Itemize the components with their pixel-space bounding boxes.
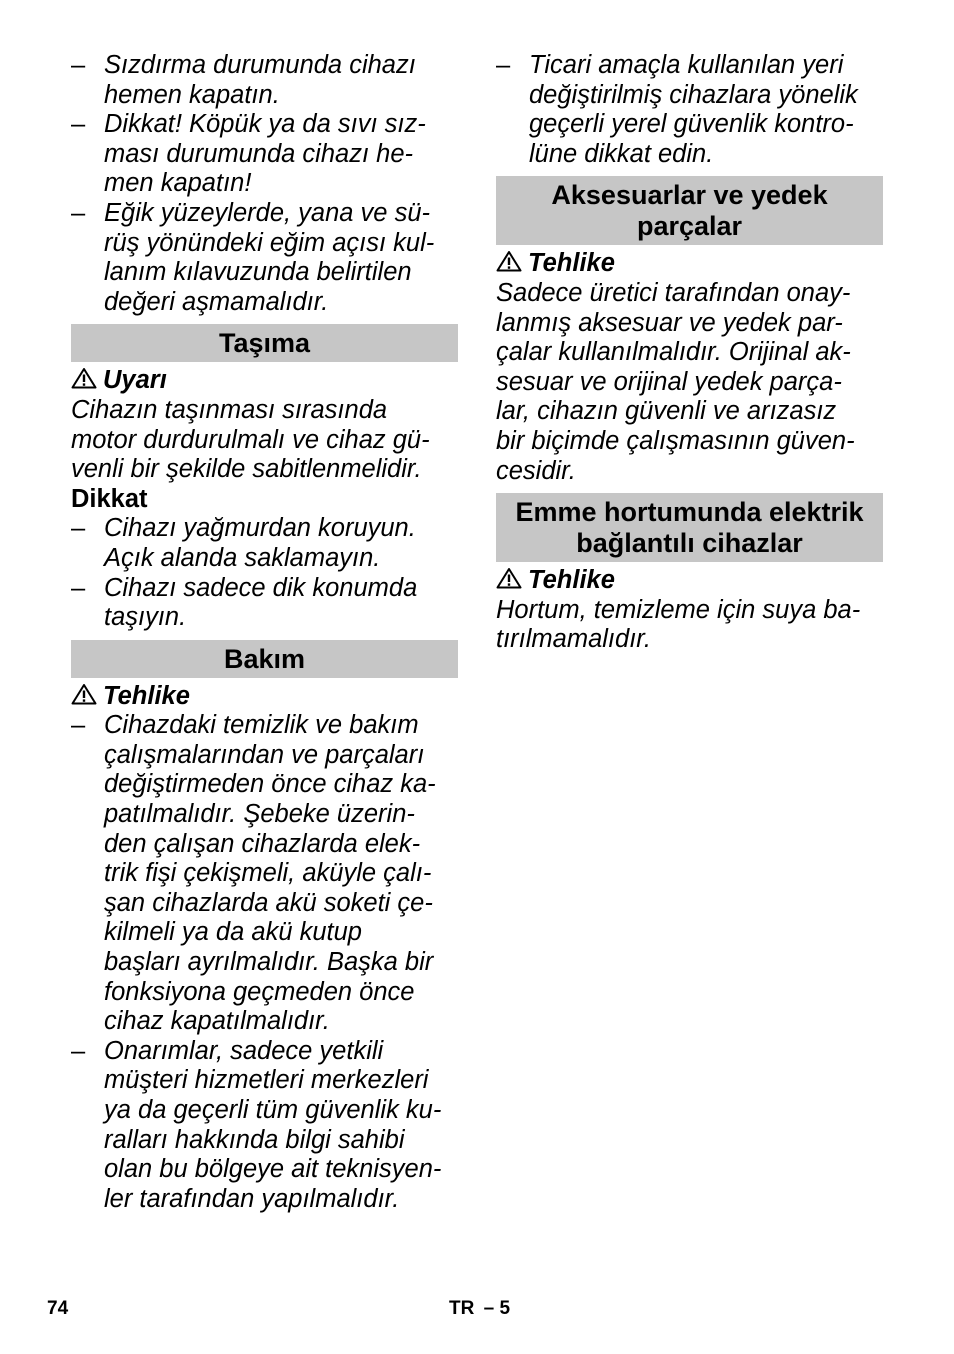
text-line	[71, 1155, 458, 1185]
text-line	[71, 770, 458, 800]
line-text: değiştirmeden önce cihaz ka-	[104, 770, 436, 799]
text-line: Cihazın taşınması sırasında	[71, 395, 388, 424]
text-line	[71, 199, 458, 229]
section-heading-aksesuar	[496, 176, 883, 245]
danger-label-row	[496, 249, 883, 279]
left-column	[71, 51, 458, 1214]
danger-label: Tehlike	[103, 681, 190, 710]
danger-label: Tehlike	[528, 566, 615, 595]
list-dash: –	[71, 1036, 86, 1065]
list-dash: –	[71, 573, 86, 602]
line-text: şan cihazlarda akü soketi çe-	[104, 888, 433, 917]
line-text: hemen kapatın.	[104, 80, 280, 109]
left-intro-list	[71, 51, 458, 317]
list-dash: –	[71, 198, 86, 227]
line-text: Dikkat! Köpük ya da sıvı sız-	[104, 110, 426, 139]
list-dash: –	[71, 514, 86, 543]
warning-triangle-icon	[71, 367, 97, 389]
text-line	[71, 918, 458, 948]
text-line: lanmış aksesuar ve yedek par-	[496, 308, 843, 337]
line-text: taşıyın.	[104, 603, 187, 632]
text-line	[71, 741, 458, 771]
text-line	[71, 140, 458, 170]
line-text: Ticari amaçla kullanılan yeri	[529, 51, 844, 79]
text-line	[71, 81, 458, 111]
text-line	[71, 889, 458, 919]
text-line	[71, 800, 458, 830]
line-text: değeri aşmamalıdır.	[104, 287, 329, 316]
text-line: venli bir şekilde sabitlenmelidir.	[71, 455, 422, 484]
text-line: Hortum, temizleme için suya ba-	[496, 595, 861, 624]
line-text: trik fişi çekişmeli, aküyle çalı-	[104, 859, 432, 888]
list-item	[71, 574, 458, 633]
warning-label: Uyarı	[103, 366, 167, 395]
line-text: Cihazı yağmurdan koruyun.	[104, 514, 416, 543]
line-text: kilmeli ya da akü kutup	[104, 918, 362, 947]
line-text: Sızdırma durumunda cihazı	[104, 51, 416, 79]
text-line	[496, 51, 883, 81]
section-page: – 5	[483, 1298, 511, 1319]
text-line	[71, 51, 458, 81]
text-line	[71, 110, 458, 140]
heading-line: Emme hortumunda elektrik	[515, 497, 864, 528]
text-line	[496, 140, 883, 170]
list-dash: –	[71, 110, 86, 139]
line-text: başları ayrılmalıdır. Başka bir	[104, 948, 434, 977]
text-line: bir biçimde çalışmasının güven-	[496, 426, 855, 455]
heading-text: Taşıma	[218, 328, 311, 359]
list-item	[71, 711, 458, 1037]
bakim-list	[71, 711, 458, 1214]
text-line: çalar kullanılmalıdır. Orijinal ak-	[496, 338, 851, 367]
text-line: tırılmamalıdır.	[496, 625, 651, 654]
line-text: Cihazdaki temizlik ve bakım	[104, 711, 419, 740]
heading-line: Aksesuarlar ve yedek	[551, 180, 828, 211]
text-line	[71, 978, 458, 1008]
line-text: fonksiyona geçmeden önce	[104, 977, 415, 1006]
line-text: Eğik yüzeylerde, yana ve sü-	[104, 198, 430, 227]
section-heading-bakim	[71, 640, 458, 678]
text-line	[71, 574, 458, 604]
right-column	[496, 51, 883, 655]
text-line	[71, 1185, 458, 1215]
line-text: ralları hakkında bilgi sahibi	[104, 1125, 405, 1154]
section-heading-tasima	[71, 324, 458, 362]
list-dash: –	[71, 51, 86, 79]
text-line	[71, 288, 458, 318]
text-line: cesidir.	[496, 456, 576, 485]
line-text: ması durumunda cihazı he-	[104, 139, 413, 168]
caution-label: Dikkat	[71, 484, 148, 513]
danger-label: Tehlike	[528, 249, 615, 278]
text-line	[71, 603, 458, 633]
line-text: cihaz kapatılmalıdır.	[104, 1007, 330, 1036]
warning-triangle-icon	[496, 567, 522, 589]
line-text: den çalışan cihazlarda elek-	[104, 829, 421, 858]
text-line	[71, 1007, 458, 1037]
page-number: 74	[47, 1298, 69, 1319]
warning-label-row	[71, 366, 458, 396]
heading-line: parçalar	[636, 211, 743, 242]
line-text: geçerli yerel güvenlik kontro-	[529, 110, 854, 139]
text-line	[71, 948, 458, 978]
text-line	[71, 1096, 458, 1126]
line-text: lanım kılavuzunda belirtilen	[104, 258, 412, 287]
text-line: lar, cihazın güvenli ve arızasız	[496, 397, 837, 426]
list-dash: –	[496, 51, 511, 79]
line-text: rüş yönündeki eğim açısı kul-	[104, 228, 435, 257]
section-heading-emme	[496, 493, 883, 562]
list-dash: –	[71, 711, 86, 740]
right-intro-list	[496, 51, 883, 169]
line-text: ya da geçerli tüm güvenlik ku-	[104, 1096, 442, 1124]
text-line	[71, 1066, 458, 1096]
tasima-list	[71, 514, 458, 632]
danger-label-row	[71, 682, 458, 712]
text-line: Sadece üretici tarafından onay-	[496, 278, 851, 307]
text-line	[71, 169, 458, 199]
emme-text	[496, 596, 883, 655]
list-item	[71, 514, 458, 573]
line-text: patılmalıdır. Şebeke üzerin-	[104, 800, 415, 829]
heading-line: bağlantılı cihazlar	[576, 528, 803, 559]
list-item	[71, 110, 458, 199]
text-line	[71, 514, 458, 544]
text-line	[71, 1126, 458, 1156]
tasima-warning-text	[71, 396, 458, 485]
line-text: ler tarafından yapılmalıdır.	[104, 1184, 400, 1213]
line-text: men kapatın!	[104, 169, 252, 198]
text-line: sesuar ve orijinal yedek parça-	[496, 367, 842, 396]
warning-triangle-icon	[496, 250, 522, 272]
text-line	[71, 711, 458, 741]
line-text: Cihazı sadece dik konumda	[104, 573, 418, 602]
danger-label-row	[496, 566, 883, 596]
line-text: lüne dikkat edin.	[529, 139, 714, 168]
list-item	[71, 199, 458, 317]
list-item	[71, 51, 458, 110]
section-code: TR	[449, 1298, 475, 1319]
text-line	[71, 258, 458, 288]
section-page-label	[449, 1298, 510, 1320]
warning-triangle-icon	[71, 683, 97, 705]
aksesuar-text	[496, 279, 883, 486]
list-item	[71, 1037, 458, 1215]
heading-text: Bakım	[223, 643, 306, 674]
text-line	[71, 1037, 458, 1067]
list-item	[496, 51, 883, 169]
text-line	[71, 859, 458, 889]
text-line	[496, 81, 883, 111]
line-text: Onarımlar, sadece yetkili	[104, 1036, 384, 1065]
text-line	[71, 830, 458, 860]
text-line: motor durdurulmalı ve cihaz gü-	[71, 425, 430, 454]
text-line	[496, 110, 883, 140]
line-text: değiştirilmiş cihazlara yönelik	[529, 80, 858, 109]
line-text: müşteri hizmetleri merkezleri	[104, 1066, 429, 1095]
text-line	[71, 229, 458, 259]
text-line	[71, 544, 458, 574]
line-text: Açık alanda saklamayın.	[104, 543, 381, 572]
line-text: çalışmalarından ve parçaları	[104, 740, 425, 769]
line-text: olan bu bölgeye ait teknisyen-	[104, 1155, 442, 1184]
